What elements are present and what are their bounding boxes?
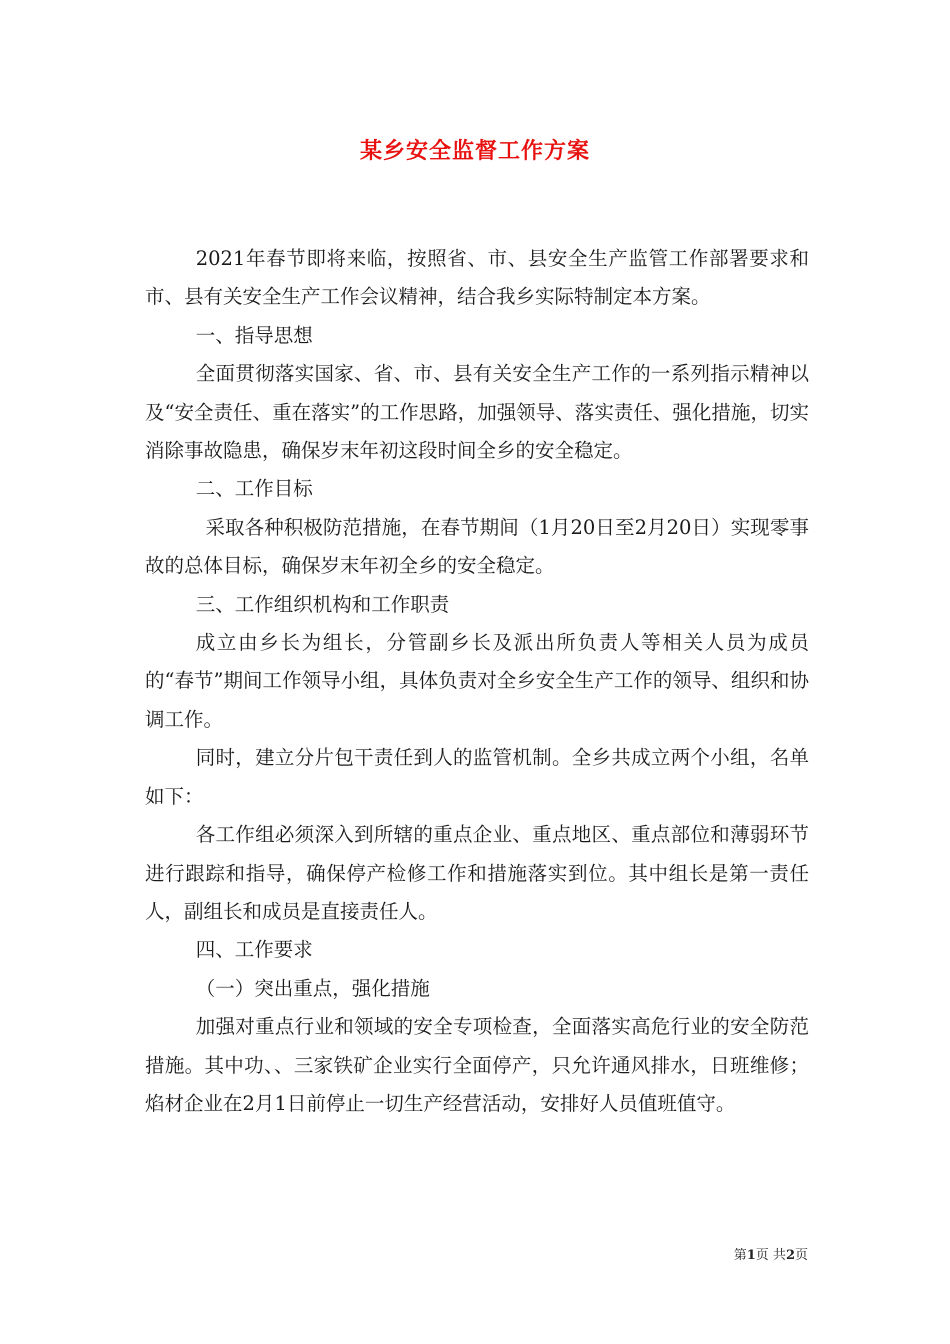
- section-heading-guiding-ideology: 一、指导思想: [195, 323, 313, 347]
- footer-middle: 页 共: [755, 1248, 786, 1263]
- paragraph-guiding-ideology: 全面贯彻落实国家、省、市、县有关安全生产工作的一系列指示精神以及“安全责任、重在落实”的工作思路，加强领导、落实责任、强化措施，切实消除事故隐患，确保岁末年初这段时间全乡的安全稳定。: [145, 362, 809, 463]
- subsection-heading-focus: （一）突出重点，强化措施: [195, 976, 430, 1000]
- section-heading-work-goals: 二、工作目标: [195, 477, 313, 501]
- paragraph-intro: 2021年春节即将来临，按照省、市、县安全生产监管工作部署要求和市、县有关安全生产工作会议精神，结合我乡实际特制定本方案。: [145, 247, 809, 309]
- paragraph-group-duties: 各工作组必须深入到所辖的重点企业、重点地区、重点部位和薄弱环节进行跟踪和指导，确保停产检修工作和措施落实到位。其中组长是第一责任人，副组长和成员是直接责任人。: [145, 823, 809, 923]
- paragraph-organization: 成立由乡长为组长，分管副乡长及派出所负责人等相关人员为成员的“春节”期间工作领导小组，具体负责对全乡安全生产工作的领导、组织和协调工作。: [145, 631, 809, 731]
- paragraph-work-goals: 采取各种积极防范措施，在春节期间（1月20日至2月20日）实现零事故的总体目标，确保岁末年初全乡的安全稳定。: [145, 515, 809, 578]
- footer-total-pages: 2: [785, 1248, 795, 1263]
- document-body: [145, 240, 809, 1123]
- paragraph-focus: 加强对重点行业和领域的安全专项检查，全面落实高危行业的安全防范措施。其中功、、三家铁矿企业实行全面停产，只允许通风排水，日班维修；焰材企业在2月1日前停止一切生产经营活动，安排好人员值班值守。: [145, 1015, 809, 1115]
- paragraph-groups: 同时，建立分片包干责任到人的监管机制。全乡共成立两个小组，名单如下：: [145, 746, 809, 808]
- document-title: 某乡安全监督工作方案: [359, 138, 590, 164]
- section-heading-organization: 三、工作组织机构和工作职责: [195, 592, 450, 616]
- footer-current-page: 1: [746, 1248, 756, 1263]
- footer-prefix: 第: [733, 1248, 747, 1263]
- footer-suffix: 页: [794, 1248, 808, 1263]
- section-heading-requirements: 四、工作要求: [195, 938, 313, 962]
- page-number-footer: [0, 1247, 808, 1265]
